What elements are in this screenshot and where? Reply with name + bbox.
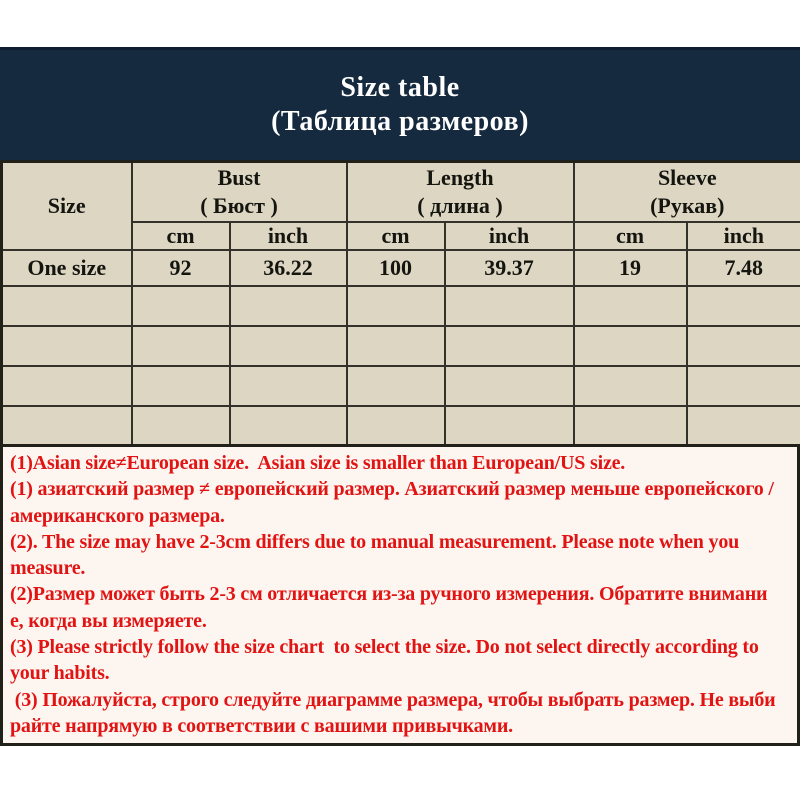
header-length-ru: ( длина ) xyxy=(417,192,503,218)
empty-cell xyxy=(445,326,574,366)
top-margin xyxy=(0,0,800,47)
header-size: Size xyxy=(2,162,132,250)
header-length xyxy=(347,162,574,222)
header-length-en: Length xyxy=(426,164,494,190)
empty-cell xyxy=(687,326,800,366)
cell-bust-inch: 36.22 xyxy=(230,250,347,286)
empty-cell xyxy=(2,326,132,366)
empty-cell xyxy=(2,366,132,406)
empty-cell xyxy=(132,366,230,406)
header-sleeve-cm: cm xyxy=(574,222,687,250)
empty-cell xyxy=(2,406,132,446)
empty-cell xyxy=(687,286,800,326)
header-sleeve xyxy=(574,162,800,222)
table-row-one-size xyxy=(2,250,800,286)
header-length-inch: inch xyxy=(445,222,574,250)
empty-cell xyxy=(687,406,800,446)
title-banner xyxy=(0,47,800,160)
empty-cell xyxy=(574,286,687,326)
cell-sleeve-inch: 7.48 xyxy=(687,250,800,286)
size-table-body xyxy=(2,162,800,446)
header-bust-en: Bust xyxy=(217,164,261,190)
empty-cell xyxy=(2,286,132,326)
cell-length-inch: 39.37 xyxy=(445,250,574,286)
note-line-9: your habits. xyxy=(10,662,110,685)
empty-cell xyxy=(574,406,687,446)
notes-box xyxy=(0,447,800,746)
empty-cell xyxy=(132,286,230,326)
note-line-4: (2). The size may have 2-3cm differs due to manual measurement. Please note when you xyxy=(10,530,740,553)
note-line-3: американского размера. xyxy=(10,504,225,527)
note-line-1: (1)Asian size≠European size. Asian size is smaller than European/US size. xyxy=(10,452,626,474)
header-bust-ru: ( Бюст ) xyxy=(200,192,278,218)
empty-cell xyxy=(347,406,445,446)
cell-size: One size xyxy=(2,250,132,286)
empty-cell xyxy=(347,326,445,366)
empty-cell xyxy=(445,406,574,446)
note-line-7: е, когда вы измеряете. xyxy=(10,609,207,632)
note-line-11: райте напрямую в соответствии с вашими привычками. xyxy=(10,714,513,737)
empty-cell xyxy=(347,366,445,406)
title-russian: (Таблица размеров) xyxy=(271,106,529,137)
empty-cell xyxy=(347,286,445,326)
header-bust-cm: cm xyxy=(132,222,230,250)
cell-sleeve-cm: 19 xyxy=(574,250,687,286)
title-english: Size table xyxy=(340,72,460,103)
empty-cell xyxy=(230,366,347,406)
note-line-2: (1) азиатский размер ≠ европейский размер. Азиатский размер меньше европейского / xyxy=(10,478,774,501)
cell-bust-cm: 92 xyxy=(132,250,230,286)
empty-cell xyxy=(687,366,800,406)
empty-cell xyxy=(230,406,347,446)
note-line-10: (3) Пожалуйста, строго следуйте диаграмме размера, чтобы выбрать размер. Не выби xyxy=(10,688,776,711)
header-sleeve-inch: inch xyxy=(687,222,800,250)
empty-cell xyxy=(230,286,347,326)
note-line-8: (3) Please strictly follow the size chart to select the size. Do not select directly according to xyxy=(10,636,759,659)
header-bust xyxy=(132,162,347,222)
size-table xyxy=(0,160,800,447)
header-bust-inch: inch xyxy=(230,222,347,250)
empty-cell xyxy=(230,326,347,366)
empty-cell xyxy=(132,406,230,446)
empty-cell xyxy=(445,366,574,406)
header-sleeve-ru: (Рукав) xyxy=(650,192,725,218)
header-sleeve-en: Sleeve xyxy=(657,164,717,190)
empty-cell xyxy=(445,286,574,326)
empty-cell xyxy=(574,326,687,366)
empty-cell xyxy=(132,326,230,366)
empty-row xyxy=(2,406,800,446)
cell-length-cm: 100 xyxy=(347,250,445,286)
empty-row xyxy=(2,366,800,406)
note-line-5: measure. xyxy=(10,557,86,580)
note-line-6: (2)Размер может быть 2-3 см отличается из-за ручного измерения. Обратите внимани xyxy=(10,583,768,606)
empty-cell xyxy=(574,366,687,406)
header-length-cm: cm xyxy=(347,222,445,250)
table-group-header-row xyxy=(2,162,800,222)
empty-row xyxy=(2,326,800,366)
empty-row xyxy=(2,286,800,326)
